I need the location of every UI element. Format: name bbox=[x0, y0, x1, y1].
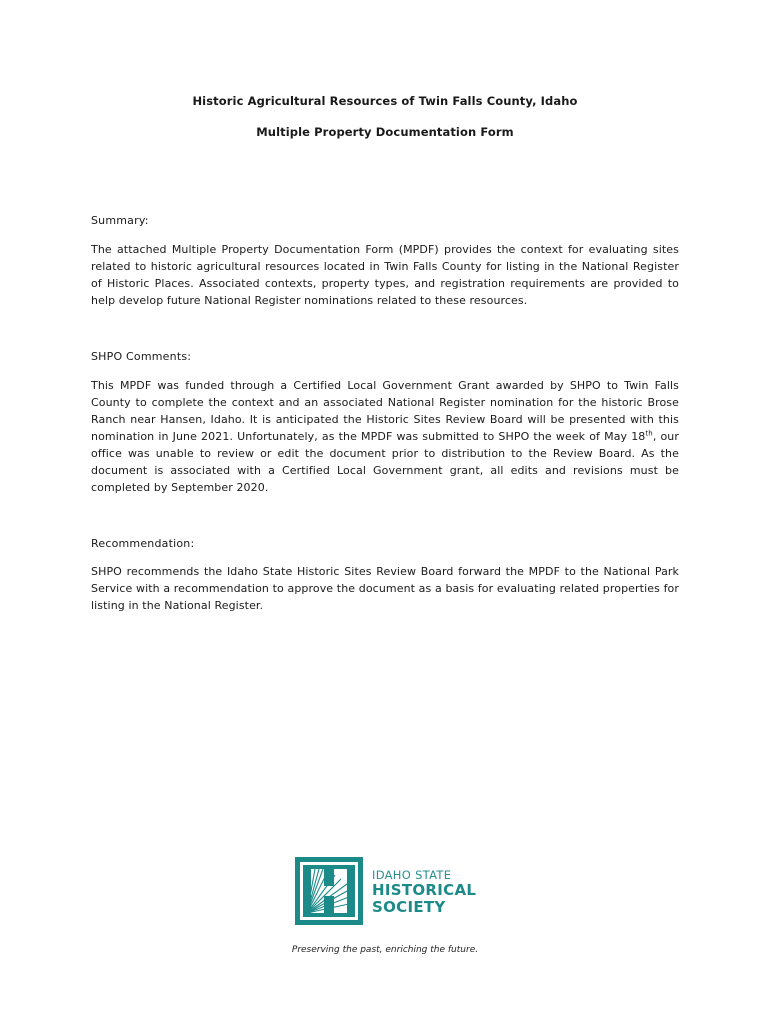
logo-line-historical: HISTORICAL bbox=[372, 881, 477, 899]
ishs-logo bbox=[295, 857, 495, 927]
footer-tagline: Preserving the past, enriching the future. bbox=[291, 945, 479, 955]
ishs-h-emblem-icon bbox=[295, 857, 363, 925]
recommendation-heading: Recommendation: bbox=[91, 537, 195, 550]
shpo-comments-paragraph bbox=[91, 377, 679, 496]
ishs-wordmark bbox=[372, 868, 476, 916]
ordinal-superscript: th bbox=[645, 429, 653, 438]
document-subtitle: Multiple Property Documentation Form bbox=[256, 125, 514, 139]
summary-paragraph: The attached Multiple Property Documentation Form (MPDF) provides the context for evaluating sites related to historic agricultural resources located in Twin Falls County for listing in the National Register of Historic Places. Associated contexts, property types, and registration requirements are provided to help develop future National Register nominations related to these resources. bbox=[91, 243, 679, 307]
logo-line-society: SOCIETY bbox=[372, 898, 446, 916]
document-title: Historic Agricultural Resources of Twin Falls County, Idaho bbox=[192, 94, 578, 108]
recommendation-paragraph: SHPO recommends the Idaho State Historic Sites Review Board forward the MPDF to the National Park Service with a recommendation to approve the document as a basis for evaluating related properties for listing in the National Register. bbox=[91, 565, 679, 612]
logo-line-idaho-state: IDAHO STATE bbox=[372, 868, 452, 882]
shpo-text-part2: , our office was unable to review or edit the document prior to distribution to the Review Board. As the document is associated with a Certified Local Government grant, all edits and revisions must be completed by September 2020. bbox=[91, 430, 680, 494]
shpo-comments-heading: SHPO Comments: bbox=[91, 350, 192, 363]
shpo-text-part1: This MPDF was funded through a Certified Local Government Grant awarded by SHPO to Twin Falls County to complete the context and an associated National Register nomination for the historic Brose Ranch near Hansen, Idaho. It is anticipated the Historic Sites Review Board will be presented with this nomination in June 2021. Unfortunately, as the MPDF was submitted to SHPO the week of May 18 bbox=[91, 379, 679, 443]
summary-heading: Summary: bbox=[91, 214, 149, 227]
